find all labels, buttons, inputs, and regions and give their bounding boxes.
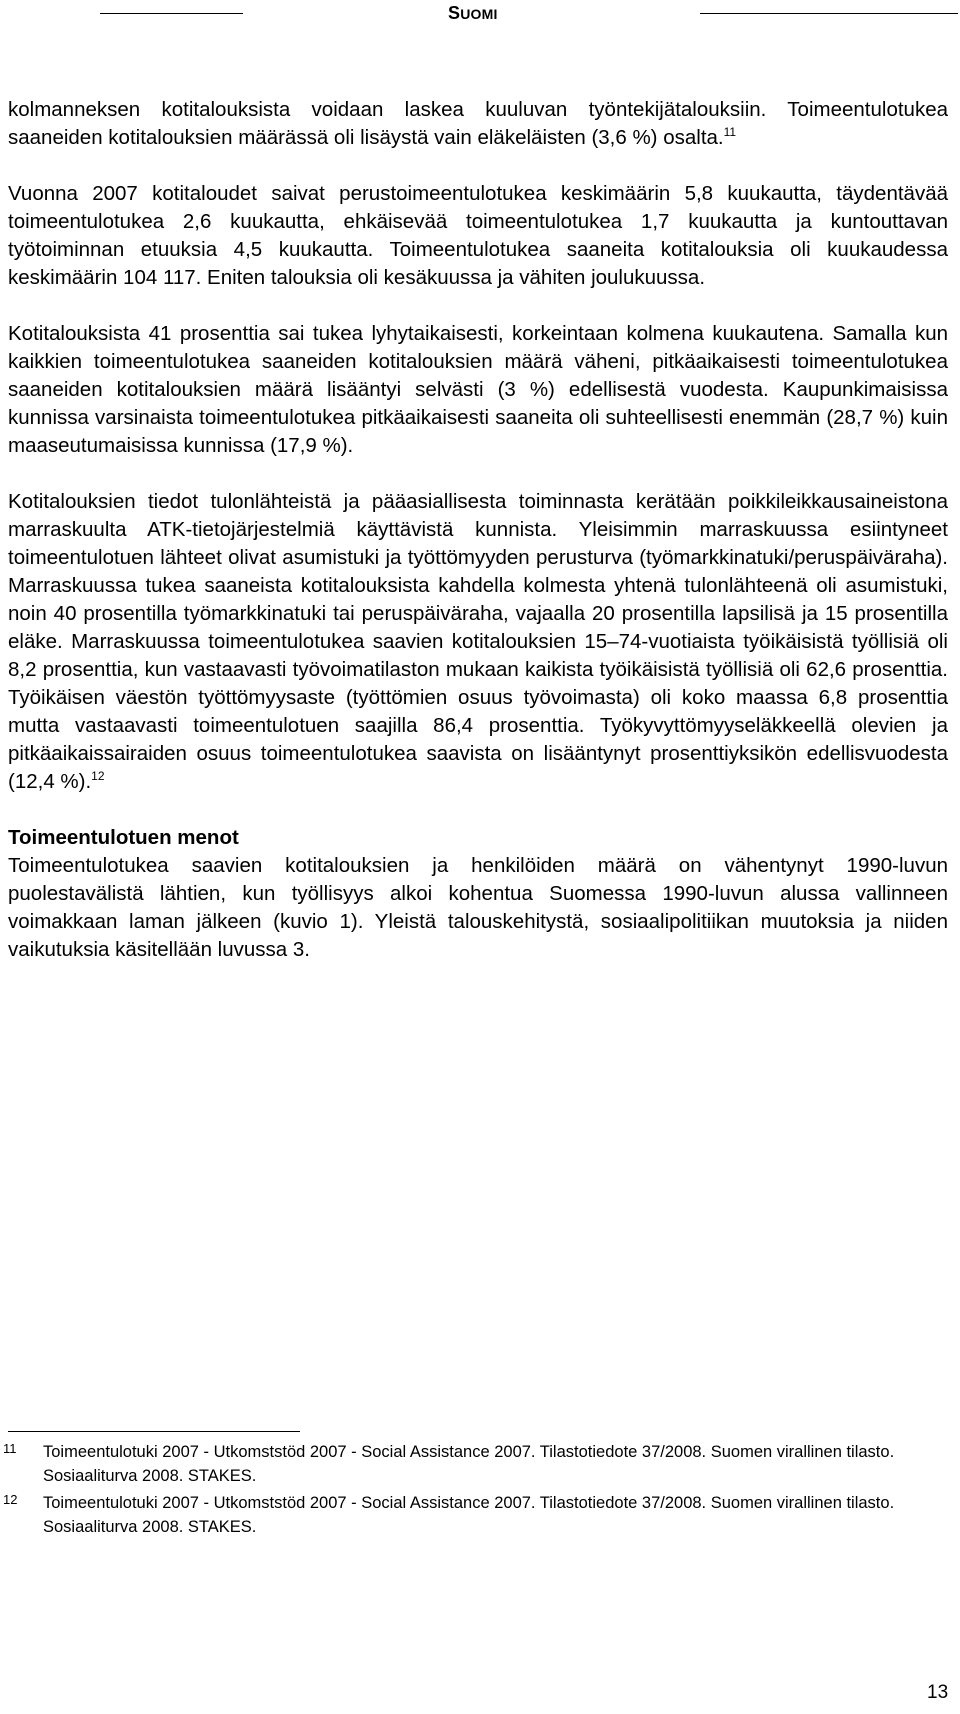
footnote-number: 11 <box>3 1441 17 1456</box>
footnote-text: Toimeentulotuki 2007 - Utkomststöd 2007 - Social Assistance 2007. Tilastotiedote 37/2008. Suomen virallinen tilasto. Sosiaaliturva 2008. STAKES. <box>43 1494 895 1536</box>
footnote-number: 12 <box>3 1492 18 1507</box>
paragraph <box>8 488 948 796</box>
paragraph <box>8 320 948 460</box>
header-title-rest: UOMI <box>460 6 498 22</box>
footnote-separator <box>8 1431 300 1432</box>
body-text <box>8 96 948 964</box>
paragraph-text: Kotitalouksien tiedot tulonlähteistä ja pääasiallisesta toiminnasta kerätään poikkileikkausaineistona marraskuulta ATK-tietojärjestelmiä käyttävistä kunnista. Yleisimmin marraskuussa esiintyneet toimeentulotuen lähteet olivat asumistuki ja työttömyyden perusturva (työmarkkinatuki/peruspäiväraha). Marraskuussa tukea saaneista kotitalouksista kahdella kolmesta yhtenä tulonlähteenä oli asumistuki, noin 40 prosentilla työmarkkinatuki tai peruspäiväraha, vajaalla 20 prosentilla lapsilisä ja 15 prosentilla eläke. Marraskuussa toimeentulotukea saavien kotitalouksien 15–74-vuotiaista työikäisistä työllisiä oli 8,2 prosenttia, kun vastaavasti työvoimatilaston mukaan kaikista työikäisistä työllisiä oli 62,6 prosenttia. Työikäisen väestön työttömyysaste (työttömien osuus työvoimasta) oli koko maassa 6,8 prosenttia mutta vastaavasti toimeentulotuen saajilla 86,4 prosenttia. Työkyvyttömyyseläkkeellä olevien ja pitkäaikaissairaiden osuus toimeentulotukea saavista on lisääntynyt prosenttiyksikön edellisvuodesta (12,4 %). <box>8 490 948 793</box>
paragraph-text: kolmanneksen kotitalouksista voidaan laskea kuuluvan työntekijätalouksiin. Toimeentulotukea saaneiden kotitalouksien määrässä oli lisäystä vain eläkeläisten (3,6 %) osalta. <box>8 98 948 149</box>
paragraph <box>8 96 948 152</box>
footnote-reference: 12 <box>91 769 105 784</box>
footnote-reference: 11 <box>723 125 737 140</box>
footnote <box>0 1491 940 1539</box>
header-rule-right <box>700 13 958 14</box>
footnote <box>0 1440 940 1488</box>
section-heading: Toimeentulotuen menot <box>8 826 239 849</box>
section-paragraph: Toimeentulotukea saavien kotitalouksien ja henkilöiden määrä on vähentynyt 1990-luvun puolestavälistä lähtien, kun työllisyys alkoi kohentua Suomessa 1990-luvun alussa vallinneen voimakkaan laman jälkeen (kuvio 1). Yleistä talouskehitystä, sosiaalipolitiikan muutoksia ja niiden vaikutuksia käsitellään luvussa 3. <box>8 854 948 961</box>
header-title-initial: S <box>448 3 461 23</box>
header-title <box>448 3 498 24</box>
paragraph <box>8 180 948 292</box>
footnotes <box>0 1440 960 1542</box>
page-header <box>0 0 960 40</box>
header-rule-left <box>100 13 243 14</box>
paragraph-text: Vuonna 2007 kotitaloudet saivat perustoimeentulotukea keskimäärin 5,8 kuukautta, täydentävää toimeentulotukea 2,6 kuukautta, ehkäisevää toimeentulotukea 1,7 kuukautta ja kuntouttavan työtoiminnan etuuksia 4,5 kuukautta. Toimeentulotukea saaneita kotitalouksia oli kuukaudessa keskimäärin 104 117. Eniten talouksia oli kesäkuussa ja vähiten joulukuussa. <box>8 182 948 289</box>
footnote-text: Toimeentulotuki 2007 - Utkomststöd 2007 - Social Assistance 2007. Tilastotiedote 37/2008. Suomen virallinen tilasto. Sosiaaliturva 2008. STAKES. <box>43 1443 895 1485</box>
paragraph-text: Kotitalouksista 41 prosenttia sai tukea lyhytaikaisesti, korkeintaan kolmena kuukautena. Samalla kun kaikkien toimeentulotukea saaneiden kotitalouksien määrä väheni, pitkäaikaisesti toimeentulotukea saaneiden kotitalouksien määrä lisääntyi selvästi (3 %) edellisestä vuodesta. Kaupunkimaisissa kunnissa varsinaista toimeentulotukea pitkäaikaisesti saaneita oli suhteellisesti enemmän (28,7 %) kuin maaseutumaisissa kunnissa (17,9 %). <box>8 322 948 457</box>
page-number: 13 <box>927 1682 949 1703</box>
